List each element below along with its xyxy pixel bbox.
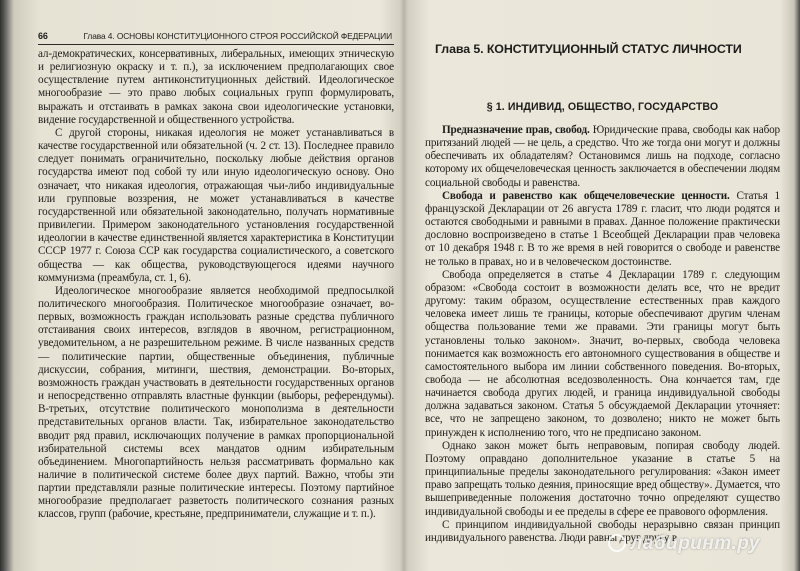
paragraph-body: С принципом индивидуальной свободы неразрывно связан принцип индивидуального равенства. Люди равны друг другу в [425,518,780,544]
page-number: 66 [38,31,48,41]
watermark-logo [608,533,760,555]
paragraph [425,190,780,269]
running-head [38,30,394,45]
paragraph-body: Однако закон может быть неправовым, попирая свободу людей. Поэтому оправдано дополнительное указание в статье 5 на принципиальные пределы законодательного регулирования: «Закон имеет право запрещать только деяния, приносящие вред обществу». Думается, что вышеприведенные положения достаточно точно определяют существо индивидуальной свободы и ее пределы в сфере ее правового оформления. [425,439,780,518]
left-page-text [38,48,394,522]
paragraph-body: Статья 1 французской Декларации от 26 августа 1789 г. гласит, что люди родятся и остаются свободными и равными в правах. Данное положение практически дословно воспроизведено в статье 1 Всеобщей Декларации прав человека от 10 декабря 1948 г. В то же время в ней говорится о свободе и равенстве не только в правах, но и в человеческом достоинстве. [425,189,780,268]
paragraph: Идеологическое многообразие является необходимой предпосылкой политического многообразия. Политическое многообразие означает, во-первых, возможность граждан использовать разные средства публичного отстаивания своих интересов, взглядов в явочном, регистрационном, уведомительном, а не разрешительном режиме. В числе названных средств — политические партии, общественные объединения, публичные дискуссии, собрания, митинги, шествия, демонстрации. Во-вторых, возможность граждан участвовать в деятельности государственных органов и непосредственно отправлять властные функции (выборы, референдумы). В-третьих, отсутствие политического монополизма в деятельности представительных органов власти. Так, избирательное законодательство вводит ряд правил, исключающих получение в рамках пропорциональной избирательной системы всех мандатов одним избирательным объединением. Многопартийность нельзя рассматривать формально как наличие в политической системе более двух партий. Важно, чтобы эти партии представляли разные политические интересы. Поэтому партийное многообразие предполагает разветость политического сознания разных классов, групп (рабочие, крестьяне, предприниматели, служащие и т. п.). [38,284,394,521]
paragraph [425,124,780,190]
paragraph-body: Свобода определяется в статье 4 Декларации 1789 г. следующим образом: «Свобода состоит в возможности делать все, что не вредит другому: таким образом, осуществление естественных прав каждого человека имеет лишь те границы, которые обеспечивают другим членам общества пользование теми же правами. Эти границы могут быть установлены только законом». Значит, во-первых, свобода человека понимается как возможность его автономного существования в обществе и самостоятельного выбора им линии собственного поведения. Во-вторых, свобода — не абсолютная вседозволенность. Она кончается там, где начинается свобода других людей, и граница индивидуальной свободы должна задаваться законом. Статья 5 обсуждаемой Декларации уточняет: все, что не запрещено законом, то дозволено; никто не может быть принужден к исполнению того, что не предписано законом. [425,268,780,439]
section-title: § 1. ИНДИВИД, ОБЩЕСТВО, ГОСУДАРСТВО [486,101,719,113]
running-head-title: Глава 4. ОСНОВЫ КОНСТИТУЦИОННОГО СТРОЯ РОССИЙСКОЙ ФЕДЕРАЦИИ [83,31,392,41]
paragraph: ал-демократических, консервативных, либеральных, имеющих этническую и религиозную окраску и т. п.), за исключением предполагающих свое осуществление путем антиконституционных действий. Идеологическое многообразие — это право любых социальных групп формулировать, выражать и отстаивать в рамках закона свои идеологические установки, видение государственной и общественного устройства. [38,48,394,126]
paragraph: С другой стороны, никакая идеология не может устанавливаться в качестве государственной или обязательной (ч. 2 ст. 13). Последнее правило следует понимать ограничительно, поскольку любые действия органов государства имеют под собой ту или иную идеологическую основу. Оно означает, что никакая идеология, отражающая чьи-либо индивидуальные или групповые воззрения, не может устанавливаться в качестве государственной или обязательной законодательно, получать нормативные привилегии. Примером законодательного установления государственной идеологии в качестве единственной является характеристика в Конституции СССР 1977 г. Союза ССР как государства социалистического, а советского общества — как общества, руководствующегося идеями научного коммунизма (преамбула, ст. 1, 6). [38,126,394,284]
right-page [425,0,780,571]
chapter-title: Глава 5. КОНСТИТУЦИОННЫЙ СТАТУС ЛИЧНОСТИ [435,42,742,56]
paragraph [425,269,780,440]
paragraph-body: Юридические права, свободы как набор притязаний людей — не цель, а средство. Что же тогда они могут и должны обеспечивать их обладателям? Остановимся лишь на подходе, согласно которому их общечеловеческая ценность заключается в обеспечении людям социальной свободы и равенства. [425,124,781,189]
watermark-text: лабиринт.ру [630,533,760,554]
right-page-text [425,124,780,545]
left-page [38,0,394,571]
paragraph-lead: Предназначение прав, свобод. [442,124,590,136]
paragraph [425,440,780,519]
paragraph-lead: Свобода и равенство как общечеловеческие ценности. [442,189,730,202]
watermark-circle-icon [608,534,626,552]
